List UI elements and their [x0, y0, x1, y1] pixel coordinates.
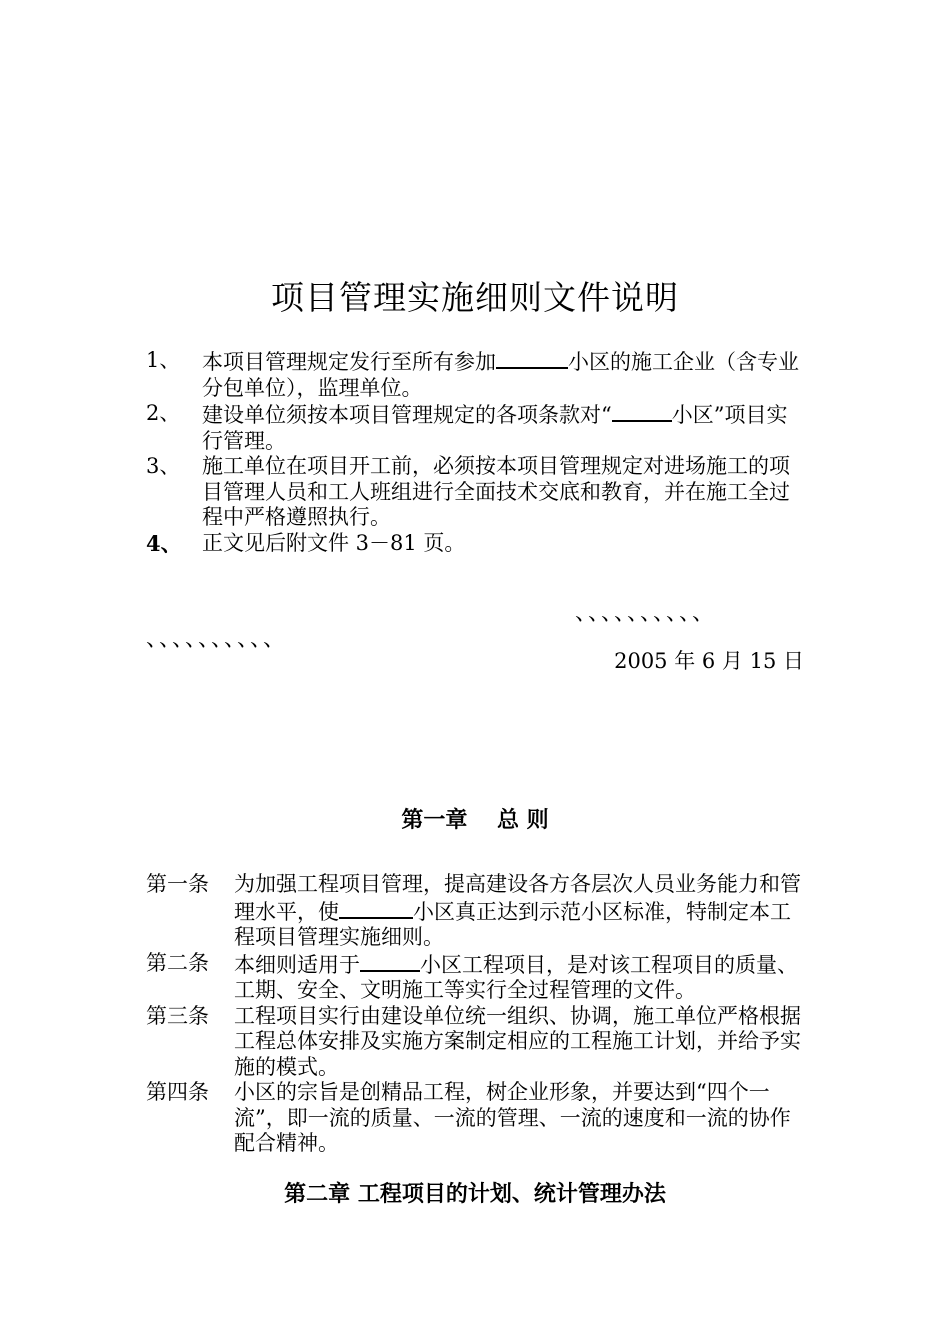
dots-line: 、、、、、、、、、、	[575, 601, 717, 626]
article-text: 小区的宗旨是创精品工程，树企业形象，并要达到“四个一流”，即一流的质量、一流的管理、一流的速度和一流的协作配合精神。	[234, 1080, 791, 1155]
note-text: 小区”项目实行管理。	[202, 403, 788, 453]
note-item-2	[146, 401, 806, 454]
notes-list	[146, 348, 806, 556]
article-text: 小区工程项目，是对该工程项目的质量、工期、安全、文明施工等实行全过程管理的文件。	[234, 952, 798, 1002]
chapter-heading: 第二章 工程项目的计划、统计管理办法	[284, 1182, 666, 1207]
article-number: 第四条	[146, 1080, 209, 1104]
article-text: 工程项目实行由建设单位统一组织、协调，施工单位严格根据工程总体安排及实施方案制定相应的工程施工计划，并给予实施的模式。	[234, 1003, 801, 1079]
document-title: 项目管理实施细则文件说明	[271, 278, 679, 317]
article-text: 为加强工程项目管理，提高建设各方各层次人员业务能力和管理水平，使	[234, 872, 801, 924]
article-3	[146, 1004, 806, 1081]
fill-in-blank	[612, 401, 672, 422]
article-text: 本细则适用于	[234, 952, 360, 977]
issue-date: 2005 年 6 月 15 日	[614, 649, 804, 673]
note-item-1	[146, 348, 806, 401]
note-number: 3、	[146, 454, 181, 478]
note-item-3	[146, 454, 806, 531]
article-4	[146, 1080, 806, 1157]
article-text: 小区真正达到示范小区标准，特制定本工程项目管理实施细则。	[234, 899, 791, 949]
note-item-4	[146, 531, 806, 557]
fill-in-blank	[360, 951, 420, 972]
note-text: 小区的施工企业（含专业分包单位），监理单位。	[202, 350, 799, 400]
note-number: 4、	[146, 530, 182, 556]
article-1	[146, 872, 806, 951]
note-text: 建设单位须按本项目管理规定的各项条款对“	[202, 403, 612, 427]
article-number: 第一条	[146, 872, 209, 896]
dots-line: 、、、、、、、、、、	[146, 627, 288, 652]
fill-in-blank	[496, 348, 568, 369]
article-number: 第二条	[146, 950, 209, 975]
note-text: 正文见后附文件 3－81 页。	[202, 530, 466, 555]
chapter-heading: 第一章 总 则	[401, 808, 549, 833]
article-2	[146, 951, 806, 1004]
article-number: 第三条	[146, 1003, 209, 1028]
note-text: 施工单位在项目开工前，必须按本项目管理规定对进场施工的项目管理人员和工人班组进行全面技术交底和教育，并在施工全过程中严格遵照执行。	[202, 454, 790, 529]
fill-in-blank	[339, 898, 413, 919]
note-number: 1、	[146, 348, 181, 372]
articles-list	[146, 872, 806, 1157]
note-text: 本项目管理规定发行至所有参加	[202, 350, 496, 374]
note-number: 2、	[146, 401, 181, 425]
